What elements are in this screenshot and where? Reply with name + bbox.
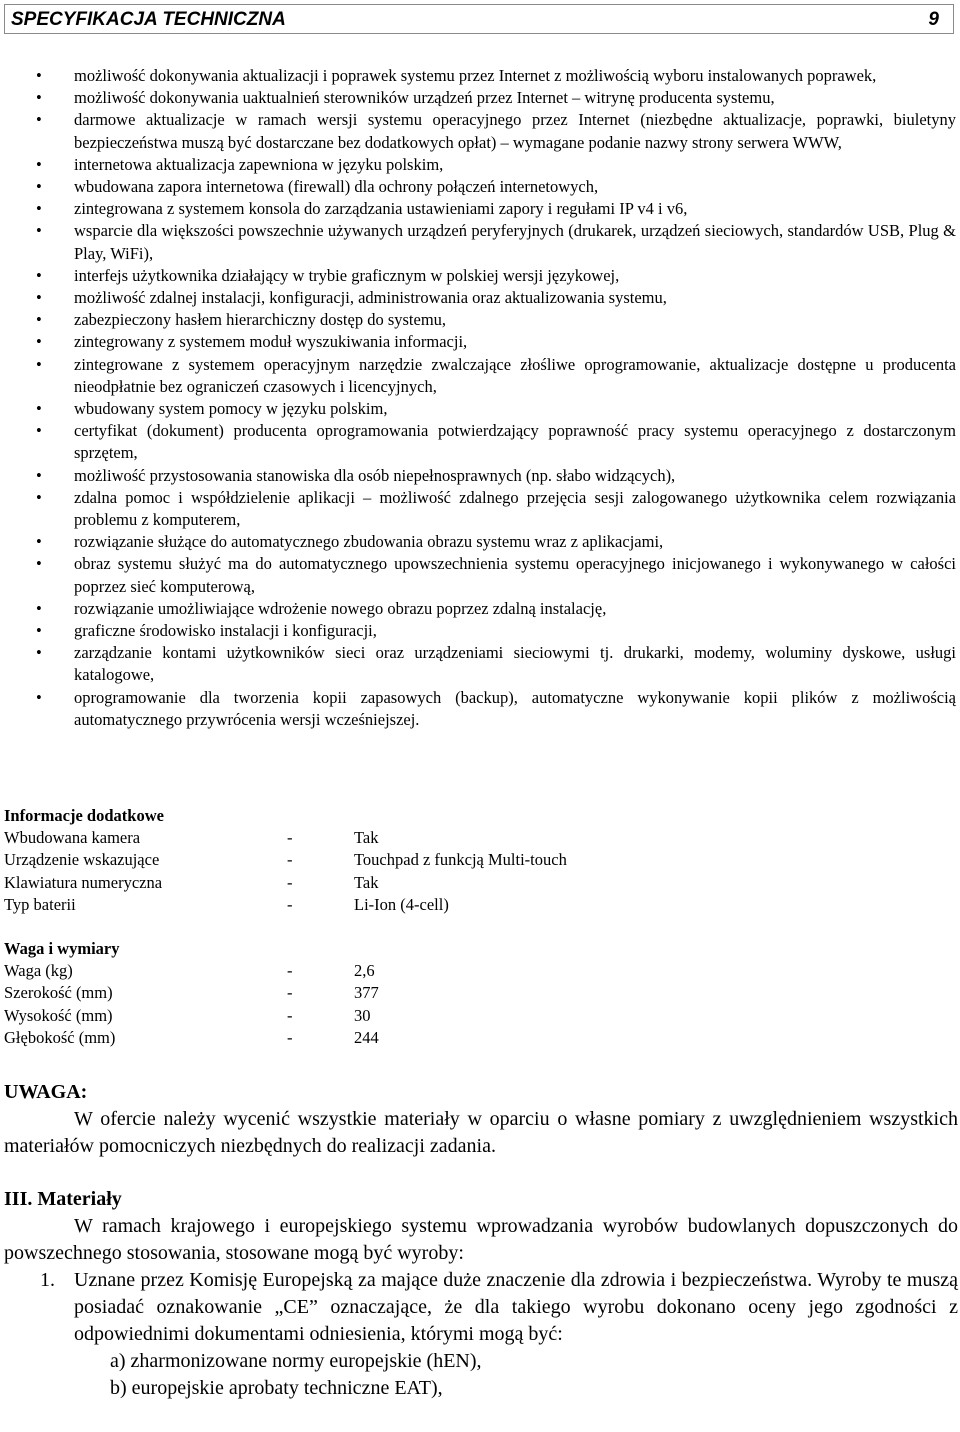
list-item xyxy=(0,87,958,109)
list-item xyxy=(0,531,958,553)
spec-dash: - xyxy=(287,1005,293,1025)
spec-row xyxy=(4,960,375,982)
list-item xyxy=(0,109,958,153)
list-item-text: zdalna pomoc i współdzielenie aplikacji – możliwość zdalnego przejęcia sesji zalogowanego użytkownika celem rozwiązania problemu z komputerem, xyxy=(74,487,956,530)
spec-dash: - xyxy=(287,894,293,914)
list-item-text: darmowe aktualizacje w ramach wersji systemu operacyjnego przez Internet (niezbędne aktualizacje, poprawki, biuletyny bezpieczeństwa muszą być dostarczane bez dodatkowych opłat) – wymagane podanie nazwy strony serwera WWW, xyxy=(74,110,956,152)
list-item xyxy=(0,331,958,353)
spec-row xyxy=(4,894,449,916)
list-item xyxy=(0,176,958,198)
list-item xyxy=(0,65,958,87)
bullet-icon: • xyxy=(36,532,42,552)
materials-intro: W ramach krajowego i europejskiego systemu wprowadzania wyrobów budowlanych dopuszczonych do powszechnego stosowania, stosowane mogą być wyroby: xyxy=(4,1215,958,1264)
spec-value: Li-Ion (4-cell) xyxy=(354,894,449,914)
list-item-text: oprogramowanie dla tworzenia kopii zapasowych (backup), automatyczne wykonywanie kopii plików z możliwością automatycznego przywrócenia wersji wcześniejszej. xyxy=(74,687,956,729)
spec-row xyxy=(4,827,379,849)
bullet-icon: • xyxy=(36,465,42,485)
list-item xyxy=(0,354,958,398)
spec-dash: - xyxy=(287,983,293,1003)
list-item-text: interfejs użytkownika działający w trybie graficznym w polskiej wersji językowej, xyxy=(74,265,620,285)
list-item xyxy=(0,198,958,220)
list-item-text: zarządzanie kontami użytkowników sieci oraz urządzeniami sieciowymi tj. drukarki, modemy, woluminy dyskowe, usługi katalogowe, xyxy=(74,643,956,685)
bullet-icon: • xyxy=(36,621,42,641)
spec-value: 244 xyxy=(354,1027,379,1047)
sub-item: a) zharmonizowane normy europejskie (hEN), xyxy=(110,1350,482,1372)
bullet-icon: • xyxy=(36,598,42,618)
list-item xyxy=(0,642,958,686)
bullet-icon: • xyxy=(36,687,42,707)
bullet-icon: • xyxy=(36,66,42,85)
spec-value: 377 xyxy=(354,983,379,1003)
list-item xyxy=(0,687,958,731)
spec-label: Waga (kg) xyxy=(4,961,73,981)
list-item xyxy=(0,487,958,531)
page-number: 9 xyxy=(928,9,939,30)
bullet-icon: • xyxy=(36,643,42,663)
weight-dimensions-heading: Waga i wymiary xyxy=(4,939,120,958)
bullet-icon: • xyxy=(36,154,42,174)
list-item xyxy=(0,309,958,331)
spec-value: 30 xyxy=(354,1005,371,1025)
spec-value: Tak xyxy=(354,872,379,892)
bullet-icon: • xyxy=(36,310,42,330)
list-item xyxy=(0,598,958,620)
uwaga-section xyxy=(4,1079,958,1160)
list-item-text: rozwiązanie służące do automatycznego zbudowania obrazu systemu wraz z aplikacjami, xyxy=(74,532,664,552)
list-item-text: zintegrowana z systemem konsola do zarządzania ustawieniami zapory i regułami IP v4 i v6, xyxy=(74,199,688,219)
bullet-icon: • xyxy=(36,199,42,219)
materials-section xyxy=(4,1186,958,1402)
list-item-text: obraz systemu służyć ma do automatycznego upowszechnienia systemu operacyjnego inicjowanego i wykonywanego w całości poprzez sieć komputerową, xyxy=(74,554,956,596)
spec-value: Tak xyxy=(354,828,379,848)
item-number: 1. xyxy=(40,1269,55,1291)
bullet-icon: • xyxy=(36,421,42,441)
list-item-text: rozwiązanie umożliwiające wdrożenie nowego obrazu poprzez zdalną instalację, xyxy=(74,598,607,618)
bullet-icon: • xyxy=(36,354,42,374)
bullet-icon: • xyxy=(36,177,42,197)
additional-info-rows xyxy=(4,827,567,916)
weight-dimensions-section xyxy=(4,938,379,1049)
list-item-text: certyfikat (dokument) producenta oprogramowania potwierdzający poprawność pracy systemu operacyjnego z dostarczonym sprzętem, xyxy=(74,421,956,463)
spec-dash: - xyxy=(287,1027,293,1047)
spec-dash: - xyxy=(287,850,293,870)
requirements-list xyxy=(0,65,958,731)
list-item-text: możliwość przystosowania stanowiska dla osób niepełnosprawnych (np. słabo widzących), xyxy=(74,465,676,485)
spec-value: 2,6 xyxy=(354,961,375,981)
list-item-text: możliwość zdalnej instalacji, konfiguracji, administrowania oraz aktualizowania systemu, xyxy=(74,288,667,308)
list-item-text: zabezpieczony hasłem hierarchiczny dostęp do systemu, xyxy=(74,310,447,330)
list-item xyxy=(0,420,958,464)
spec-dash: - xyxy=(287,828,293,848)
list-item xyxy=(0,553,958,597)
bullet-icon: • xyxy=(36,88,42,108)
list-item xyxy=(0,220,958,264)
spec-row xyxy=(4,849,567,871)
spec-label: Typ baterii xyxy=(4,894,76,914)
list-item xyxy=(0,154,958,176)
spec-row xyxy=(4,872,379,894)
bullet-icon: • xyxy=(36,554,42,574)
additional-info-section xyxy=(4,805,567,916)
spec-label: Wysokość (mm) xyxy=(4,1005,113,1025)
spec-dash: - xyxy=(287,961,293,981)
numbered-item xyxy=(4,1267,958,1348)
spec-label: Klawiatura numeryczna xyxy=(4,872,163,892)
list-item xyxy=(0,265,958,287)
spec-row xyxy=(4,1027,379,1049)
list-item-text: możliwość dokonywania aktualizacji i poprawek systemu przez Internet z możliwością wyboru instalowanych poprawek, xyxy=(74,66,877,85)
bullet-icon: • xyxy=(36,487,42,507)
list-item-text: internetowa aktualizacja zapewniona w języku polskim, xyxy=(74,154,444,174)
weight-dimensions-rows xyxy=(4,960,379,1049)
spec-label: Wbudowana kamera xyxy=(4,828,141,848)
spec-label: Urządzenie wskazujące xyxy=(4,850,160,870)
item-text: Uznane przez Komisję Europejską za mające duże znaczenie dla zdrowia i bezpieczeństwa. Wyroby te muszą posiadać oznakowanie „CE” oznaczające, że dla takiego wyrobu dokonano oceny jego zgodności z odpowiednimi dokumentami odniesienia, którymi mogą być: xyxy=(74,1269,958,1345)
bullet-icon: • xyxy=(36,288,42,308)
list-item xyxy=(0,287,958,309)
spec-dash: - xyxy=(287,872,293,892)
list-item-text: możliwość dokonywania uaktualnień sterowników urządzeń przez Internet – witrynę producenta systemu, xyxy=(74,88,775,108)
bullet-icon: • xyxy=(36,265,42,285)
page-header xyxy=(4,4,954,34)
list-item xyxy=(0,465,958,487)
uwaga-heading: UWAGA: xyxy=(4,1081,88,1103)
list-item xyxy=(0,620,958,642)
additional-info-heading: Informacje dodatkowe xyxy=(4,806,164,825)
materials-sublist xyxy=(4,1348,958,1402)
list-item xyxy=(0,398,958,420)
spec-label: Głębokość (mm) xyxy=(4,1027,116,1047)
materials-heading: III. Materiały xyxy=(4,1188,122,1210)
uwaga-text: W ofercie należy wycenić wszystkie materiały w oparciu o własne pomiary z uwzględnieniem wszystkich materiałów pomocniczych niezbędnych do realizacji zadania. xyxy=(4,1108,958,1157)
list-item-text: graficzne środowisko instalacji i konfiguracji, xyxy=(74,621,377,641)
list-item-text: zintegrowane z systemem operacyjnym narzędzie zwalczające złośliwe oprogramowanie, aktualizacje dostępne u producenta nieodpłatnie bez ograniczeń czasowych i licencyjnych, xyxy=(74,354,956,396)
bullet-icon: • xyxy=(36,332,42,352)
bullet-icon: • xyxy=(36,221,42,241)
list-item-text: wbudowany system pomocy w języku polskim, xyxy=(74,399,388,419)
list-item-text: wsparcie dla większości powszechnie używanych urządzeń peryferyjnych (drukarek, urządzeń sieciowych, standardów USB, Plug & Play, WiFi), xyxy=(74,221,956,263)
spec-row xyxy=(4,1005,371,1027)
materials-list xyxy=(4,1267,958,1348)
bullet-icon: • xyxy=(36,110,42,130)
spec-value: Touchpad z funkcją Multi-touch xyxy=(354,850,567,870)
spec-label: Szerokość (mm) xyxy=(4,983,113,1003)
list-item-text: wbudowana zapora internetowa (firewall) dla ochrony połączeń internetowych, xyxy=(74,177,599,197)
document-title: SPECYFIKACJA TECHNICZNA xyxy=(11,9,286,30)
sub-item: b) europejskie aprobaty techniczne EAT), xyxy=(110,1377,443,1399)
list-item-text: zintegrowany z systemem moduł wyszukiwania informacji, xyxy=(74,332,468,352)
bullet-icon: • xyxy=(36,399,42,419)
spec-row xyxy=(4,982,379,1004)
